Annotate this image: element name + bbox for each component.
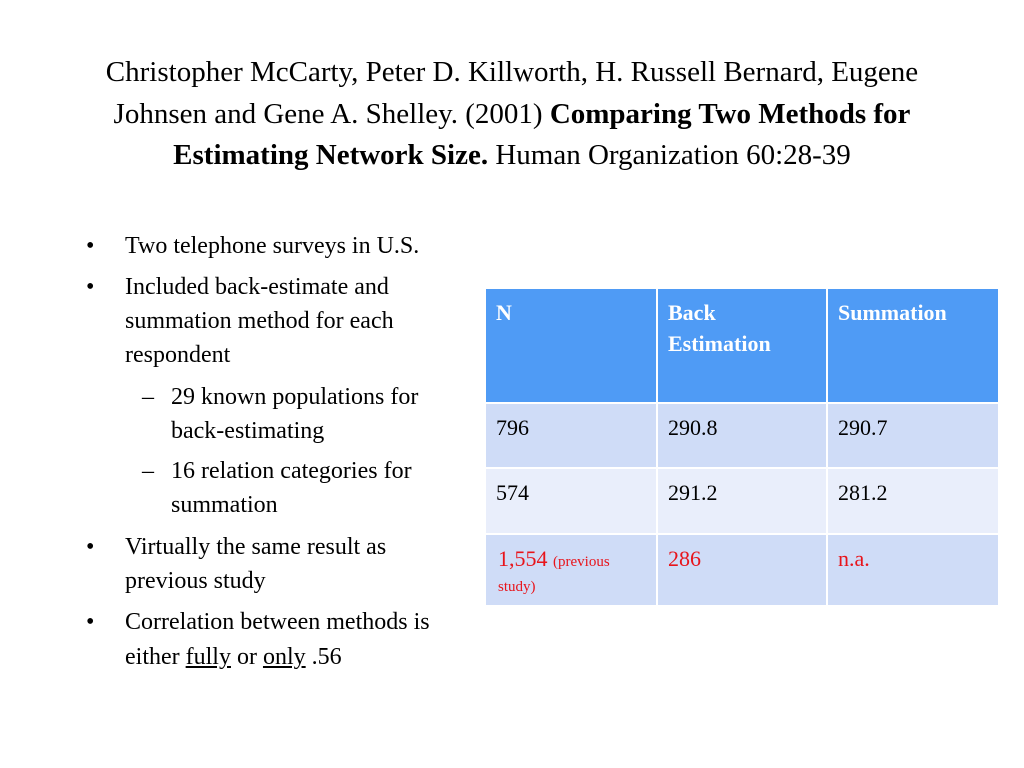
underlined-word-only: only <box>262 644 306 670</box>
header-label: Summation <box>838 300 947 325</box>
table-cell-sum <box>828 404 998 467</box>
table-header-back-estimation <box>658 289 826 402</box>
bullet-text: .56 <box>305 644 342 670</box>
bullet-item-continued: previous study <box>125 568 266 594</box>
cell-value: 286 <box>668 546 701 571</box>
sub-bullet-item-continued: back-estimating <box>171 418 325 444</box>
cell-value: 574 <box>496 480 529 505</box>
underlined-word-fully: fully <box>185 644 231 670</box>
bullet-text: either <box>125 644 186 670</box>
bullet-marker: • <box>86 534 95 560</box>
table-header-n <box>486 289 656 402</box>
cell-value: 290.8 <box>668 415 718 440</box>
cell-note: (previous <box>553 554 610 570</box>
cell-value: 281.2 <box>838 480 888 505</box>
citation-authors: Christopher McCarty, Peter D. Killworth, H. Russell Bernard, Eugene Johnsen and Gene A. Shelley. (2001) <box>105 56 919 130</box>
bullet-marker: • <box>86 274 95 300</box>
header-label: N <box>496 300 512 325</box>
table-cell-n <box>486 404 656 467</box>
sub-bullet-marker: – <box>142 458 154 484</box>
table-cell-sum-previous <box>828 535 998 605</box>
table-cell-back-previous <box>658 535 826 605</box>
citation-article-title: Comparing Two Methods for Estimating Network Size. <box>173 97 911 171</box>
table-cell-n <box>486 469 656 533</box>
citation-journal: Human Organization 60:28-39 <box>495 139 851 171</box>
table-cell-back <box>658 404 826 467</box>
bullet-item-continued: summation method for each <box>125 308 394 334</box>
bullet-item: Two telephone surveys in U.S. <box>125 233 420 259</box>
bullet-marker: • <box>86 609 95 635</box>
bullet-item: Virtually the same result as <box>125 534 387 560</box>
cell-value: 796 <box>496 415 529 440</box>
sub-bullet-item: 16 relation categories for <box>171 458 412 484</box>
table-header-summation <box>828 289 998 402</box>
bullet-list <box>0 0 490 768</box>
bullet-item: Included back-estimate and <box>125 274 389 300</box>
cell-value: n.a. <box>838 546 870 571</box>
sub-bullet-marker: – <box>142 384 154 410</box>
table-cell-sum <box>828 469 998 533</box>
cell-value: 1,554 <box>498 546 548 571</box>
bullet-text: or <box>230 644 263 670</box>
table-cell-back <box>658 469 826 533</box>
bullet-item: Correlation between methods is <box>125 609 430 635</box>
sub-bullet-item: 29 known populations for <box>171 384 419 410</box>
sub-bullet-item-continued: summation <box>171 492 278 518</box>
bullet-marker: • <box>86 233 95 259</box>
bullet-item-continued <box>125 640 342 674</box>
table-cell-n-previous <box>486 535 656 605</box>
header-label: Estimation <box>668 331 771 356</box>
header-label: Back <box>668 300 716 325</box>
results-table <box>486 289 998 605</box>
cell-note: study) <box>498 579 536 595</box>
bullet-item-continued: respondent <box>125 342 231 368</box>
cell-value: 290.7 <box>838 415 888 440</box>
cell-value: 291.2 <box>668 480 718 505</box>
